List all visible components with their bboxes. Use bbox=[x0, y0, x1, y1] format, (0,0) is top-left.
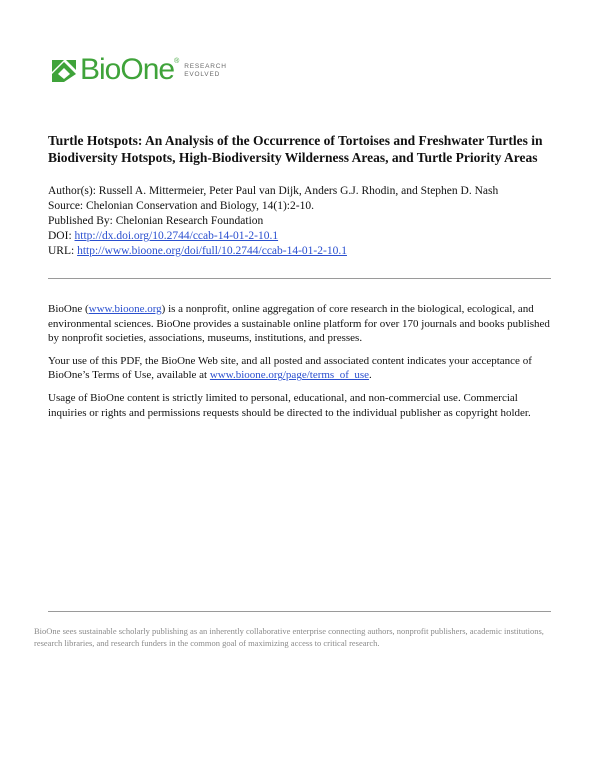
usage-paragraph: Usage of BioOne content is strictly limited to personal, educational, and non-commercial use. Commercial inquiries or rights and permissions requests should be directed to the individual publisher as copyright holder. bbox=[48, 391, 531, 419]
logo-wordmark: BioOne bbox=[80, 53, 175, 86]
terms-paragraph bbox=[48, 354, 556, 383]
url-line bbox=[48, 244, 568, 259]
about-text-end: ) is a nonprofit, online aggregation of core research in the biological, ecological, and environmental sciences. BioOne provides a sustainable online platform for over 170 journals and books published by nonprofit societies, associations, museums, institutions, and presses. bbox=[48, 303, 550, 345]
about-text-start: BioOne ( bbox=[48, 303, 89, 315]
source-line: Source: Chelonian Conservation and Biology, 14(1):2-10. bbox=[48, 200, 314, 212]
footer-text: BioOne sees sustainable scholarly publishing as an inherently collaborative enterprise connecting authors, nonprofit publishers, academic institutions, research libraries, and research funders in the common goal of maximizing access to critical research. bbox=[34, 626, 544, 648]
about-paragraph bbox=[48, 302, 556, 346]
logo-tagline-line-2: EVOLVED bbox=[184, 71, 221, 78]
terms-text-start: Your use of this PDF, the BioOne Web site, and all posted and associated content indicates your acceptance of BioOne’s Terms of Use, available at bbox=[48, 354, 532, 382]
doi-label: DOI: bbox=[48, 230, 72, 242]
bioone-logo bbox=[50, 55, 227, 85]
authors-line: Author(s): Russell A. Mittermeier, Peter Paul van Dijk, Anders G.J. Rhodin, and Stephen D. Nash bbox=[48, 185, 499, 197]
terms-of-use-link[interactable]: www.bioone.org/page/terms_of_use bbox=[209, 369, 370, 382]
divider-top bbox=[48, 278, 551, 279]
doi-link[interactable]: http://dx.doi.org/10.2744/ccab-14-01-2-10.1 bbox=[74, 230, 279, 242]
bioone-notice bbox=[48, 302, 556, 428]
logo-tagline-line-1: RESEARCH bbox=[184, 63, 227, 70]
article-title: Turtle Hotspots: An Analysis of the Occurrence of Tortoises and Freshwater Turtles in Biodiversity Hotspots, High-Biodiversity Wilderness Areas, and Turtle Priority Areas bbox=[48, 133, 543, 165]
logo-tagline bbox=[184, 63, 227, 79]
registered-mark: ® bbox=[174, 58, 180, 65]
bioone-home-link[interactable]: www.bioone.org bbox=[88, 303, 162, 315]
url-label: URL: bbox=[48, 245, 75, 257]
publisher-line: Published By: Chelonian Research Foundation bbox=[48, 215, 264, 227]
divider-bottom bbox=[48, 611, 551, 612]
terms-text-end: . bbox=[369, 369, 372, 382]
article-metadata bbox=[48, 184, 568, 259]
article-url-link[interactable]: http://www.bioone.org/doi/full/10.2744/ccab-14-01-2-10.1 bbox=[77, 245, 347, 257]
bioone-leaf-icon bbox=[50, 56, 78, 84]
doi-line bbox=[48, 229, 568, 244]
